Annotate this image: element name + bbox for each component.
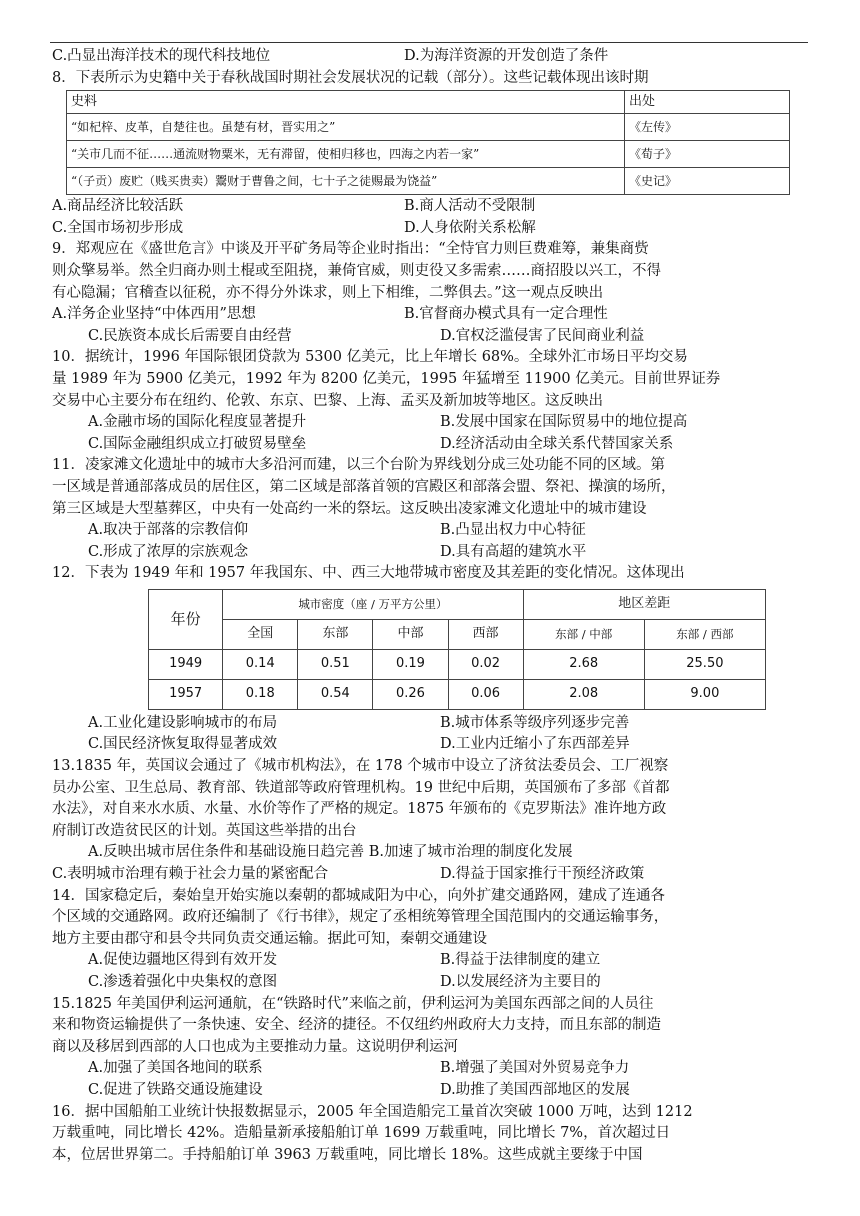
table-row xyxy=(149,649,766,679)
q13-options-ab: A.反映出城市居住条件和基础设施日趋完善 B.加速了城市治理的制度化发展 xyxy=(88,844,573,861)
q12-cell: 0.26 xyxy=(373,679,448,709)
q11-options-row1 xyxy=(52,520,808,542)
header-rule xyxy=(50,42,808,43)
q12-subheader: 中部 xyxy=(373,619,448,649)
q12-cell: 0.19 xyxy=(373,649,448,679)
q15-stem-line: 来和物资运输提供了一条快速、安全、经济的捷径。不仅纽约州政府大力支持，而且东部的制造 xyxy=(52,1017,661,1034)
q8-cell-quote: “（子贡）废贮（贱买贵卖）鬻财于曹鲁之间，七十子之徒赐最为饶益” xyxy=(67,168,625,195)
q14-option-d: D.以发展经济为主要目的 xyxy=(440,974,601,990)
q12-option-d: D.工业内迁缩小了东西部差异 xyxy=(440,736,630,753)
table-row xyxy=(67,168,790,195)
q15-options-row1 xyxy=(52,1058,808,1080)
q8-option-d: D.人身依附关系松解 xyxy=(404,219,536,236)
q12-cell: 0.02 xyxy=(448,649,523,679)
q8-header-source: 史料 xyxy=(67,91,625,114)
q12-cell-year: 1949 xyxy=(149,649,223,679)
q8-option-b: B.商人活动不受限制 xyxy=(404,198,536,215)
q12-gap-header: 地区差距 xyxy=(523,589,765,619)
q12-options-row2 xyxy=(52,734,808,756)
q12-option-c: C.国民经济恢复取得显著成效 xyxy=(88,736,278,753)
q9-option-a: A.洋务企业坚持“中体西用”思想 xyxy=(52,306,256,323)
q8-stem: 8．下表所示为史籍中关于春秋战国时期社会发展状况的记载（部分）。这些记载体现出该时期 xyxy=(52,69,649,86)
q14-option-a: A.促使边疆地区得到有效开发 xyxy=(88,952,278,969)
q12-cell: 0.18 xyxy=(223,679,298,709)
q12-cell-year: 1957 xyxy=(149,679,223,709)
q12-header-row xyxy=(149,589,766,619)
q16-stem-line: 16．据中国船舶工业统计快报数据显示，2005 年全国造船完工量首次突破 1000 万吨，达到 1212 xyxy=(52,1103,693,1120)
q12-cell: 0.51 xyxy=(298,649,373,679)
q13-option-d: D.得益于国家推行干预经济政策 xyxy=(440,866,645,883)
q12-cell: 25.50 xyxy=(644,649,765,679)
q12-density-table xyxy=(148,589,766,710)
q9-option-d: D.官权泛滥侵害了民间商业利益 xyxy=(440,327,645,344)
q15-option-c: C.促进了铁路交通设施建设 xyxy=(88,1081,263,1098)
q12-cell: 2.68 xyxy=(523,649,644,679)
q14-options-row2 xyxy=(52,972,808,994)
q11-option-a: A.取决于部落的宗教信仰 xyxy=(88,522,249,539)
q15-option-a: A.加强了美国各地间的联系 xyxy=(88,1060,263,1077)
q12-subheader: 全国 xyxy=(223,619,298,649)
q13-options-row2 xyxy=(52,864,808,886)
q10-option-c: C.国际金融组织成立打破贸易壁垒 xyxy=(88,435,307,452)
q12-cell: 0.54 xyxy=(298,679,373,709)
q10-options-row1 xyxy=(52,412,808,434)
q8-table-header-row xyxy=(67,91,790,114)
q8-options-row1 xyxy=(52,196,808,218)
q11-option-b: B.凸显出权力中心特征 xyxy=(440,522,586,539)
q10-option-b: B.发展中国家在国际贸易中的地位提高 xyxy=(440,414,688,431)
q12-subheader-row xyxy=(149,619,766,649)
q10-stem-line: 量 1989 年为 5900 亿美元，1992 年为 8200 亿美元，1995 年猛增至 11900 亿美元。目前世界证券 xyxy=(52,370,721,387)
q15-stem-line: 商以及移居到西部的人口也成为主要推动力量。这说明伊利运河 xyxy=(52,1038,458,1055)
q12-options-row1 xyxy=(52,713,808,735)
q12-cell: 0.14 xyxy=(223,649,298,679)
q14-stem-line: 个区域的交通路网。政府还编制了《行书律》，规定了丞相统筹管理全国范围内的交通运输事务， xyxy=(52,909,669,926)
q11-option-c: C.形成了浓厚的宗族观念 xyxy=(88,543,249,560)
q15-stem-line: 15.1825 年美国伊利运河通航，在“铁路时代”来临之前，伊利运河为美国东西部之间的人员往 xyxy=(52,995,654,1012)
question-content xyxy=(52,46,808,1166)
q8-cell-book: 《史记》 xyxy=(625,168,790,195)
q13-stem-line: 府制订改造贫民区的计划。英国这些举措的出台 xyxy=(52,822,357,839)
q8-cell-book: 《荀子》 xyxy=(625,141,790,168)
q8-options-row2 xyxy=(52,218,808,240)
table-row xyxy=(67,141,790,168)
q10-option-a: A.金融市场的国际化程度显著提升 xyxy=(88,414,307,431)
q11-stem-line: 第三区域是大型墓葬区，中央有一处高约一米的祭坛。这反映出凌家滩文化遗址中的城市建设 xyxy=(52,500,647,517)
q14-stem-line: 14．国家稳定后，秦始皇开始实施以秦朝的都城咸阳为中心，向外扩建交通路网，建成了连通各 xyxy=(52,887,665,904)
q13-stem-line: 13.1835 年，英国议会通过了《城市机构法》，在 178 个城市中设立了济贫法委员会、工厂视察 xyxy=(52,758,669,775)
q12-stem: 12．下表为 1949 年和 1957 年我国东、中、西三大地带城市密度及其差距的变化情况。这体现出 xyxy=(52,565,685,582)
q15-options-row2 xyxy=(52,1080,808,1102)
q10-option-d: D.经济活动由全球关系代替国家关系 xyxy=(440,435,674,452)
q11-stem-line: 11．凌家滩文化遗址中的城市大多沿河而建，以三个台阶为界线划分成三处功能不同的区域。第 xyxy=(52,457,665,474)
q9-option-b: B.官督商办模式具有一定合理性 xyxy=(404,306,608,323)
q11-option-d: D.具有高超的建筑水平 xyxy=(440,543,587,560)
q8-cell-quote: “如杞梓、皮革，自楚往也。虽楚有材，晋实用之” xyxy=(67,114,625,141)
q12-cell: 0.06 xyxy=(448,679,523,709)
q9-stem-line: 有心隐漏；官稽查以征税，亦不得分外诛求，则上下相维，二弊俱去。”这一观点反映出 xyxy=(52,284,604,301)
q12-option-a: A.工业化建设影响城市的布局 xyxy=(88,714,278,731)
q8-cell-book: 《左传》 xyxy=(625,114,790,141)
q9-options-row2 xyxy=(52,326,808,348)
q10-options-row2 xyxy=(52,434,808,456)
q13-stem-line: 员办公室、卫生总局、教育部、铁道部等政府管理机构。19 世纪中后期，英国颁布了多部《首都 xyxy=(52,779,670,796)
q9-stem-line: 9．郑观应在《盛世危言》中谈及开平矿务局等企业时指出：“全恃官力则巨费难筹，兼集商赀 xyxy=(52,241,649,258)
q14-option-c: C.渗透着强化中央集权的意图 xyxy=(88,974,278,990)
q8-header-origin: 出处 xyxy=(625,91,790,114)
q12-subheader: 西部 xyxy=(448,619,523,649)
q12-year-header: 年份 xyxy=(149,589,223,649)
q14-stem-line: 地方主要由郡守和县令共同负责交通运输。据此可知，秦朝交通建设 xyxy=(52,930,487,947)
q15-option-d: D.助推了美国西部地区的发展 xyxy=(440,1081,630,1098)
q10-stem-line: 交易中心主要分布在纽约、伦敦、东京、巴黎、上海、孟买及新加坡等地区。这反映出 xyxy=(52,392,603,409)
q9-option-c: C.民族资本成长后需要自由经营 xyxy=(88,327,292,344)
q11-options-row2 xyxy=(52,542,808,564)
q12-subheader: 东部 / 西部 xyxy=(644,619,765,649)
q16-stem-line: 万载重吨，同比增长 42%。造船量新承接船舶订单 1699 万载重吨，同比增长 7%，首次超过日 xyxy=(52,1125,671,1142)
q12-subheader: 东部 / 中部 xyxy=(523,619,644,649)
q13-option-c: C.表明城市治理有赖于社会力量的紧密配合 xyxy=(52,866,329,883)
q12-option-b: B.城市体系等级序列逐步完善 xyxy=(440,714,630,731)
q12-density-header: 城市密度（座 / 万平方公里） xyxy=(223,589,523,619)
q7-options xyxy=(52,46,808,68)
q8-source-table xyxy=(66,90,790,195)
q7-option-d: D.为海洋资源的开发创造了条件 xyxy=(404,48,609,64)
q8-cell-quote: “关市几而不征……通流财物粟米，无有滞留，使相归移也，四海之内若一家” xyxy=(67,141,625,168)
q16-stem-line: 本，位居世界第二。手持船舶订单 3963 万载重吨，同比增长 18%。这些成就主要缘于中国 xyxy=(52,1146,643,1163)
q7-option-c: C.凸显出海洋技术的现代科技地位 xyxy=(52,48,271,64)
q10-stem-line: 10．据统计，1996 年国际银团贷款为 5300 亿美元，比上年增长 68%。全球外汇市场日平均交易 xyxy=(52,349,688,366)
q15-option-b: B.增强了美国对外贸易竞争力 xyxy=(440,1060,630,1077)
q12-subheader: 东部 xyxy=(298,619,373,649)
q14-option-b: B.得益于法律制度的建立 xyxy=(440,952,601,969)
q13-stem-line: 水法》，对自来水水质、水量、水价等作了严格的规定。1875 年颁布的《克罗斯法》准许地方政 xyxy=(52,801,667,818)
table-row xyxy=(149,679,766,709)
q8-option-a: A.商品经济比较活跃 xyxy=(52,198,184,215)
q9-options-row1 xyxy=(52,304,808,326)
q11-stem-line: 一区域是普通部落成员的居住区，第二区域是部落首领的宫殿区和部落会盟、祭祀、操演的场所， xyxy=(52,478,676,495)
q14-options-row1 xyxy=(52,950,808,972)
q12-cell: 2.08 xyxy=(523,679,644,709)
q12-cell: 9.00 xyxy=(644,679,765,709)
table-row xyxy=(67,114,790,141)
q8-option-c: C.全国市场初步形成 xyxy=(52,219,184,236)
q9-stem-line: 则众擎易举。然全归商办则土棍或至阻挠，兼倚官威，则吏役又多需索……商招股以兴工，不得 xyxy=(52,262,661,279)
